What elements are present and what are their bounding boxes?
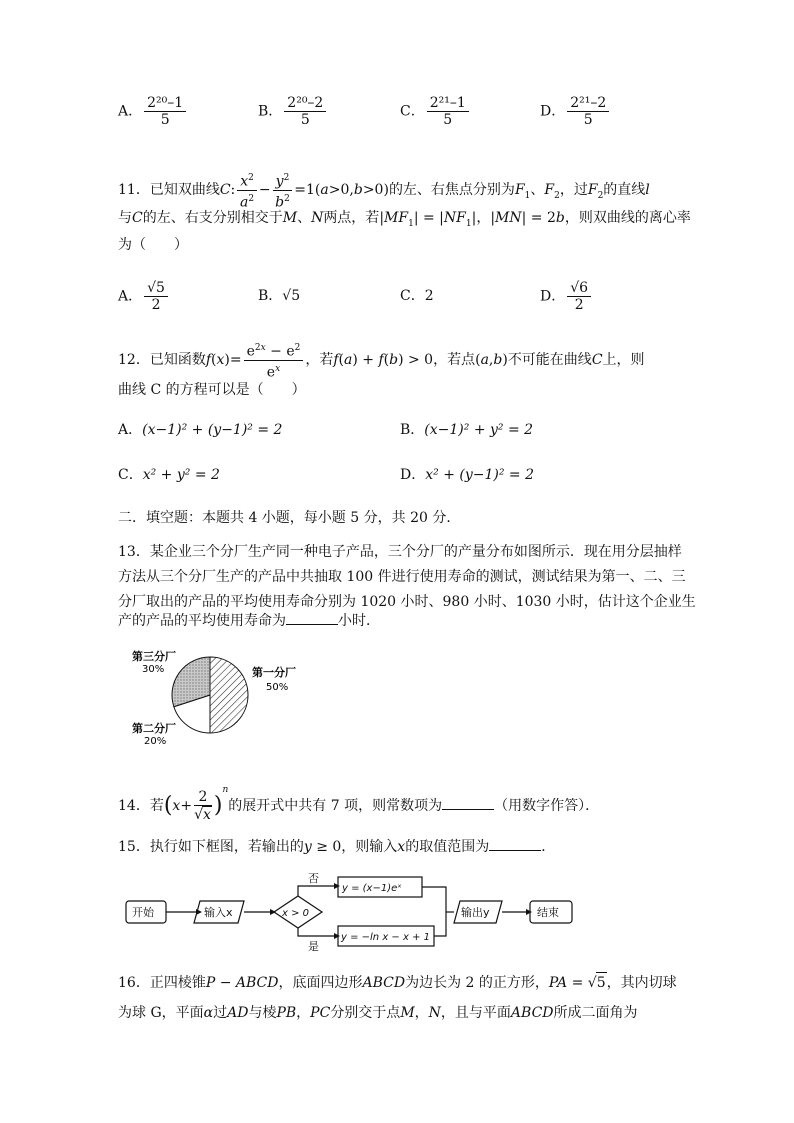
flow-cond-label: x > 0 bbox=[282, 908, 310, 919]
q10-option-c[interactable]: C． $\frac{\text{2²¹–1}}{5}$ bbox=[400, 95, 471, 128]
q12-option-b[interactable]: B．(x−1)² + y² = 2 bbox=[400, 422, 534, 438]
q12-line2: 曲线 C 的方程可以是（ ） bbox=[118, 382, 306, 398]
q12-option-d[interactable]: D．x² + (y−1)² = 2 bbox=[400, 467, 534, 483]
flow-output-label: 输出y bbox=[461, 906, 490, 919]
flow-input-label: 输入x bbox=[204, 906, 233, 919]
flow-branch-no-label: y = (x−1)eˣ bbox=[342, 883, 402, 894]
pie-slice-1 bbox=[210, 657, 248, 733]
flow-start-label: 开始 bbox=[132, 906, 154, 919]
pie-pct-2: 20% bbox=[144, 736, 167, 747]
pie-label-3: 第三分厂 bbox=[132, 650, 176, 663]
pie-pct-1: 50% bbox=[266, 682, 289, 693]
q11-line3: 为（ ） bbox=[118, 237, 188, 253]
q14-line: 14．若(x+ $\frac{2}{√x}$ )$^n$的展开式中共有 7 项，则常数项为 （用数字作答）． bbox=[118, 785, 600, 823]
q11-line1: 11．已知双曲线C: $\frac{x^2}{a^2}$ − $\frac{y^2}{b^2}$ =1(a>0,b>0)的左、右焦点分别为$F_1$、$F_2$，过$F_2$的直线l bbox=[118, 170, 650, 210]
q15-flowchart bbox=[118, 868, 588, 953]
q13-line1: 13．某企业三个分厂生产同一种电子产品，三个分厂的产量分布如图所示．现在用分层抽样 bbox=[118, 544, 682, 560]
q12-option-a[interactable]: A．(x−1)² + (y−1)² = 2 bbox=[118, 422, 283, 438]
pie-pct-3: 30% bbox=[142, 664, 165, 675]
pie-label-1: 第一分厂 bbox=[252, 666, 296, 679]
q15-answer-blank[interactable] bbox=[489, 836, 541, 851]
q14-answer-blank[interactable] bbox=[442, 795, 494, 810]
q11-line2: 与C的左、右支分别相交于M、N两点，若$|MF_1| = |NF_1|$，|MN| = 2b，则双曲线的离心率 bbox=[118, 210, 691, 229]
q16-line2: 为球 G，平面α过AD与棱PB，PC分别交于点M，N，且与平面ABCD所成二面角为 bbox=[118, 1005, 638, 1021]
q12-option-c[interactable]: C．x² + y² = 2 bbox=[118, 467, 220, 483]
q11-option-a[interactable]: A． $\frac{√5}{2}$ bbox=[118, 280, 170, 313]
q11-option-c[interactable]: C．2 bbox=[400, 288, 434, 304]
flow-yes-label: 是 bbox=[308, 940, 319, 953]
q16-line1: 16．正四棱锥P − ABCD，底面四边形ABCD为边长为 2 的正方形，PA = √5，其内切球 bbox=[118, 972, 677, 993]
q13-answer-blank[interactable] bbox=[286, 610, 338, 625]
q10-option-a[interactable]: A． $\frac{\text{2²⁰–1}}{5}$ bbox=[118, 95, 188, 128]
q13-line4: 产的产品的平均使用寿命为 小时． bbox=[118, 610, 380, 631]
q10-option-b[interactable]: B． $\frac{\text{2²⁰–2}}{5}$ bbox=[258, 95, 328, 128]
q11-option-d[interactable]: D． $\frac{√6}{2}$ bbox=[540, 280, 593, 313]
q13-pie-chart bbox=[120, 640, 300, 750]
pie-label-2: 第二分厂 bbox=[132, 722, 176, 735]
flow-end-label: 结束 bbox=[537, 906, 559, 919]
flow-no-label: 否 bbox=[308, 872, 319, 885]
flow-branch-yes-label: y = −ln x − x + 1 bbox=[341, 932, 430, 943]
section-2-heading: 二．填空题：本题共 4 小题，每小题 5 分，共 20 分． bbox=[118, 510, 461, 526]
q13-line3: 分厂取出的产品的平均使用寿命分别为 1020 小时、980 小时、1030 小时，估计这个企业生 bbox=[118, 594, 696, 610]
q12-line1: 12．已知函数f(x)= $\frac{e^{2x} - e^2}{e^x}$ ，若f(a) + f(b) > 0，若点(a,b)不可能在曲线C上，则 bbox=[118, 340, 645, 380]
q10-option-d[interactable]: D． $\frac{\text{2²¹–2}}{5}$ bbox=[540, 95, 611, 128]
q11-option-b[interactable]: B．√5 bbox=[258, 288, 301, 304]
q13-line2: 方法从三个分厂生产的产品中共抽取 100 件进行使用寿命的测试，测试结果为第一、二、三 bbox=[118, 569, 686, 585]
q15-line: 15．执行如下框图，若输出的y ≥ 0，则输入x的取值范围为 ． bbox=[118, 836, 555, 857]
